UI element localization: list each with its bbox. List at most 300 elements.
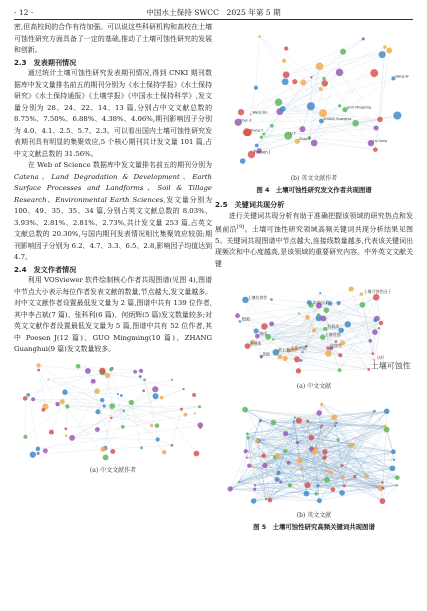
network-node [47, 378, 49, 380]
network-node [271, 420, 277, 426]
network-edge [51, 401, 62, 431]
network-label: 侵蚀性 [330, 343, 343, 349]
network-node [393, 111, 401, 119]
network-node [367, 368, 370, 371]
network-label: Chen X [240, 118, 252, 123]
network-node [171, 444, 174, 447]
network-node [316, 411, 321, 416]
network-node [379, 51, 386, 58]
network-node [249, 113, 251, 115]
network-node [239, 320, 242, 323]
network-node [373, 147, 378, 152]
network-label: ZHANG Guanghui [323, 117, 352, 122]
network-node [359, 302, 365, 308]
network-node [373, 294, 380, 301]
network-node [194, 450, 200, 456]
network-node [277, 471, 281, 475]
network-edge [48, 379, 131, 402]
network-node [261, 323, 268, 330]
network-node [23, 434, 27, 438]
network-label: 土壤可蚀性 [370, 361, 411, 371]
network-node [31, 397, 35, 401]
figure-4-title: 图 4 土壤可蚀性研究发文作者共现图谱 [256, 186, 372, 194]
network-node [199, 426, 202, 429]
network-edge [320, 293, 375, 320]
network-edge [286, 39, 363, 75]
network-node [316, 62, 324, 70]
paragraph-journals-wos [14, 160, 212, 264]
network-node [352, 120, 358, 126]
network-node [198, 405, 201, 408]
network-node [110, 416, 113, 419]
network-edge [256, 37, 260, 88]
figure-5a [215, 272, 413, 391]
network-label: 降雨 [259, 331, 268, 337]
network-edge [33, 399, 102, 400]
network-node [305, 315, 310, 320]
left-column [14, 22, 212, 475]
wos-journal-names: Catena、Land Degradation & Development、Earth Surface Processes and Landforms、Soil & Tillage Research、Environmental Earth Sciences [14, 172, 212, 204]
network-node [255, 439, 259, 443]
network-edge [254, 494, 307, 501]
network-node [319, 292, 321, 294]
network-node [152, 386, 158, 392]
citation-ref: [9] [237, 224, 245, 230]
network-edge [72, 437, 158, 439]
network-node [37, 368, 40, 371]
network-node [64, 427, 67, 430]
network-node [296, 418, 302, 424]
figure-5a-caption: (a) 中文文献 [296, 383, 332, 391]
network-edge [266, 500, 319, 501]
network-edge [238, 119, 380, 122]
network-node [69, 435, 75, 441]
network-label: 黄土高原 [277, 347, 294, 353]
network-node [326, 470, 329, 473]
network-node [251, 466, 253, 468]
network-node [121, 424, 125, 428]
network-edge [260, 37, 287, 75]
network-node [99, 367, 105, 373]
network-node [283, 356, 288, 361]
network-node [254, 86, 258, 90]
network-label: 土地利用 [290, 345, 307, 351]
network-node [379, 321, 383, 325]
network-node [338, 353, 342, 357]
network-node [338, 369, 342, 373]
network-node [244, 449, 248, 453]
network-node [377, 327, 380, 330]
network-node [348, 287, 353, 292]
network-node [277, 355, 282, 360]
keyword-network-english [215, 393, 413, 511]
network-node [320, 316, 326, 322]
network-node [228, 487, 233, 492]
network-node [372, 330, 378, 336]
network-node [331, 415, 337, 421]
network-node [320, 403, 323, 406]
network-node [322, 80, 328, 86]
network-node [374, 126, 379, 131]
network-node [304, 491, 310, 497]
network-node [275, 477, 280, 482]
network-node [370, 69, 378, 77]
network-edge [261, 137, 375, 149]
network-node [105, 372, 110, 377]
network-edge [261, 357, 339, 370]
network-node [312, 450, 317, 455]
network-node [262, 133, 265, 136]
network-node [171, 378, 173, 380]
network-label: 有机质 [327, 324, 340, 330]
network-node [100, 397, 104, 401]
keywords-body: 。土壤可蚀性研究领域高频关键词共现分析结果见图 5。关键词共现图谱中节点越大,连接线数量越多,代表该关键词出现频次和中心度越高,是该领域的重要研究内容。中外英文文献关键 [215, 225, 414, 268]
network-node [336, 69, 343, 76]
network-node [272, 339, 274, 341]
network-node [300, 80, 306, 86]
journal-title: 中国水土保持 SWCC 2025 年第 5 期 [146, 7, 281, 17]
network-node [117, 392, 119, 394]
network-node [260, 136, 263, 139]
paragraph-journals-cnki: 通过统计土壤可蚀性研究发表期刊情况,得到 CNKI 期刊数据库中发文量排名前五的期刊分别为《水土保持学报》《水土保持研究》《水土保持通报》《土壤学报》《中国水土保持科学》,发文量分别为 28、24、22、14、13 篇,分别占中文文献总数的 8.75%、7.50%、6.88%、4.38%、4.06%,期刊影响因子分别为 4.0、4.1、2.5、5.7、2.3。可以看出国内土壤可蚀性研究发表期刊具有明显的集聚效应,5 个核心期刊共计发文量 101 篇,占中文文献总数的 31.56%。 [14, 69, 212, 158]
network-node [306, 420, 309, 423]
network-node [325, 350, 332, 357]
network-node [384, 425, 387, 428]
network-node [345, 321, 351, 327]
network-node [91, 378, 96, 383]
network-node [26, 393, 30, 397]
network-node [316, 485, 319, 488]
network-node [269, 322, 274, 327]
network-node [288, 484, 292, 488]
network-node [238, 109, 244, 115]
network-node [296, 368, 301, 373]
network-node [395, 476, 400, 481]
network-edge [372, 47, 388, 150]
network-node [259, 419, 262, 422]
wos-intro: 在 Web of Science 数据库中发文量排名前五的期刊分别为 [27, 161, 212, 169]
network-node [183, 412, 187, 416]
network-node [153, 393, 159, 399]
section-heading-2-3: 2.3 发表期刊情况 [14, 57, 77, 67]
network-edge [309, 138, 371, 143]
keyword-network-chinese [215, 272, 413, 382]
network-node [238, 481, 240, 483]
network-label: 土壤可蚀性因子 [363, 289, 392, 295]
figure-5b [215, 393, 413, 520]
network-node [280, 106, 286, 112]
network-label: 团聚体 [249, 341, 262, 347]
network-node [275, 453, 280, 458]
network-node [393, 459, 395, 461]
network-node [283, 449, 287, 453]
paragraph-continued: 密,但高校间的合作有待加强。可以说这些科研机构和高校在土壤可蚀性研究方面具备了一定的基础,推动了土壤可蚀性研究的发展和创新。 [14, 23, 212, 54]
network-node [30, 451, 36, 457]
network-edge [298, 370, 368, 371]
network-node [319, 87, 323, 91]
network-node [265, 499, 267, 501]
network-edge [324, 39, 363, 79]
network-node [341, 464, 344, 467]
network-node [377, 117, 383, 123]
network-node [381, 487, 384, 490]
section-heading-2-5: 2.5 关键词共现分析 [215, 200, 285, 209]
network-node [373, 410, 376, 413]
network-node [296, 441, 299, 444]
network-edge [28, 394, 38, 448]
network-node [192, 393, 196, 397]
network-label: Poesen J [253, 149, 271, 155]
network-node [396, 484, 398, 486]
network-edge [78, 366, 184, 389]
right-column [215, 22, 413, 536]
network-node [322, 77, 326, 81]
network-node [140, 446, 143, 449]
network-node [282, 59, 286, 63]
network-node [320, 426, 322, 428]
network-node [122, 409, 125, 412]
network-node [139, 368, 143, 372]
network-node [319, 109, 327, 117]
network-edge [48, 370, 141, 379]
network-node [270, 298, 273, 301]
network-label: K值 [263, 351, 270, 357]
network-node [103, 404, 106, 407]
figure-5b-caption: (b) 英文文献 [296, 512, 332, 520]
network-node [305, 482, 311, 488]
network-label: Wang W [395, 74, 409, 79]
network-node [255, 144, 259, 148]
network-node [155, 423, 159, 427]
network-node [254, 484, 256, 486]
network-node [317, 314, 320, 317]
network-node [331, 488, 336, 493]
network-node [294, 357, 300, 363]
network-node [338, 104, 341, 107]
network-node [253, 488, 256, 491]
network-edge [38, 425, 200, 449]
network-edge [259, 102, 278, 150]
network-node [65, 404, 69, 408]
network-node [142, 389, 145, 392]
network-node [246, 436, 249, 439]
network-label: Liu Gang [372, 139, 388, 144]
figure-4a [14, 358, 212, 475]
network-node [139, 375, 142, 378]
network-node [41, 407, 45, 411]
network-edge [340, 298, 377, 371]
network-node [258, 35, 261, 38]
network-node [287, 461, 291, 465]
network-node [110, 449, 115, 454]
network-label: 土壤侵蚀 [324, 332, 341, 338]
network-node [324, 477, 330, 483]
network-label: Zhao Y [299, 137, 311, 142]
network-node [194, 412, 196, 414]
network-node [62, 389, 67, 394]
network-node [386, 48, 392, 54]
network-node [143, 378, 146, 381]
network-node [337, 301, 341, 305]
network-node [334, 425, 336, 427]
network-edge [247, 421, 260, 434]
network-node [362, 37, 365, 40]
network-node [235, 314, 240, 319]
network-node [297, 458, 303, 464]
network-node [353, 475, 356, 478]
network-node [343, 485, 346, 488]
network-node [60, 399, 65, 404]
network-node [300, 467, 303, 470]
network-node [36, 446, 41, 451]
network-node [324, 308, 330, 314]
network-node [261, 454, 265, 458]
keywords-intro: 进行关键词共现分析有助于准确把握该领域的研究热点和发展前沿 [215, 211, 413, 234]
network-node [240, 158, 246, 164]
network-node [317, 499, 322, 504]
network-node [251, 499, 256, 504]
network-node [254, 329, 259, 334]
network-label: Zhang Y [249, 128, 264, 133]
page-header [14, 5, 413, 19]
network-edge [66, 406, 67, 435]
network-node [368, 339, 372, 343]
network-node [95, 409, 100, 414]
network-node [383, 45, 386, 48]
network-edge [323, 298, 376, 319]
section-heading-2-4: 2.4 发文作者情况 [14, 264, 77, 274]
network-node [95, 427, 100, 432]
network-node [156, 437, 160, 441]
network-node [268, 498, 273, 503]
network-node [270, 124, 274, 128]
network-node [275, 99, 282, 106]
network-label: 分形 [376, 355, 385, 361]
network-node [85, 367, 91, 373]
network-node [180, 407, 183, 410]
header-rule [14, 19, 413, 20]
network-node [76, 363, 81, 368]
network-label: 影响因素 [312, 300, 329, 306]
network-node [162, 450, 166, 454]
network-node [103, 454, 109, 460]
network-edge [66, 406, 200, 428]
network-node [384, 409, 390, 415]
network-node [36, 363, 40, 367]
network-node [390, 466, 396, 472]
network-node [391, 450, 396, 455]
network-label: 植被 [241, 316, 250, 322]
network-edge [103, 445, 172, 449]
network-node [150, 423, 153, 426]
network-node [246, 457, 248, 459]
network-node [133, 369, 137, 373]
network-edge [271, 300, 309, 303]
network-node [311, 140, 318, 147]
network-node [284, 46, 288, 50]
network-edge [372, 50, 389, 149]
network-node [300, 126, 306, 132]
network-node [120, 394, 123, 397]
network-node [381, 481, 384, 484]
network-node [374, 319, 378, 323]
figure-4b [215, 24, 413, 183]
network-node [309, 435, 315, 441]
network-edge [158, 439, 172, 445]
network-node [55, 401, 59, 405]
figure-5-title: 图 5 土壤可蚀性研究高频关键词共现图谱 [253, 523, 375, 532]
network-edge [276, 353, 369, 370]
network-node [100, 446, 105, 451]
network-node [349, 443, 353, 447]
network-node [371, 353, 374, 356]
network-node [43, 448, 48, 453]
network-node [49, 429, 54, 434]
network-node [293, 421, 295, 423]
figure-4b-caption: (b) 英文文献作者 [290, 175, 338, 182]
network-node [307, 102, 315, 110]
network-label: Li Y [290, 131, 296, 136]
network-node [307, 300, 312, 305]
network-edge [72, 389, 155, 438]
network-node [37, 451, 40, 454]
network-node [312, 329, 316, 333]
network-node [298, 313, 300, 315]
network-edge [241, 47, 385, 112]
paragraph-authors: 利用 VOSviewer 软件绘制核心作者共现图谱(见图 4),图谱中节点大小表示每位作者发表文献的数量,节点越大,发文量越多。对中文文献作者设置最低发文量为 2 篇,图谱中共有 139 位作者,其中李占斌(7 篇)、张科利(6 篇)、何炳辉(5 篇)发文数量较多;对英文文献作者设置最低发文量为 5 篇,图谱中共有 52 位作者,其中 Poesen J(12 篇)、GUO Mingming(10 篇)、ZHANG Guanghui(9 篇)发文数量较多。 [14, 276, 212, 353]
network-node [65, 434, 68, 437]
network-node [337, 438, 340, 441]
network-edge [295, 350, 374, 360]
network-node [246, 433, 249, 436]
wos-stats: ,发文量分别为 100、49、35、35、34 篇,分别占英文文献总数的 8.03%、3.93%、2.81%、2.81%、2.73%,共计发文量 253 篇,占英文文献总数的 20.30%,与国内期刊发表情况相比集聚效应较弱;期刊影响因子分别为 6.2、4.7、3.3、6.5、2.8,影响因子均值达到 4.7。 [14, 195, 212, 261]
network-node [109, 403, 115, 409]
network-label: Wang Bin [252, 110, 268, 115]
network-edge [239, 458, 247, 483]
network-node [294, 417, 296, 419]
network-node [242, 407, 248, 413]
network-node [283, 71, 290, 78]
network-node [339, 490, 345, 496]
network-node [322, 449, 327, 454]
network-node [310, 76, 312, 78]
figure-4a-caption: (a) 中文文献作者 [89, 466, 137, 474]
network-node [183, 388, 185, 390]
network-edge [260, 37, 325, 84]
network-node [301, 351, 303, 353]
network-node [279, 481, 282, 484]
network-node [292, 79, 297, 84]
author-network-chinese [14, 358, 212, 466]
network-node [341, 475, 345, 479]
network-node [380, 499, 386, 505]
network-node [322, 456, 327, 461]
paragraph-keywords [215, 211, 413, 271]
network-label: GUO Mingming [347, 105, 372, 110]
network-node [23, 396, 28, 401]
network-node [340, 49, 346, 55]
network-edge [103, 406, 112, 449]
network-edge [72, 402, 131, 437]
network-node [314, 492, 317, 495]
network-node [364, 474, 369, 479]
network-edge [340, 72, 381, 119]
network-node [283, 431, 288, 436]
page-number: · 12 · [14, 7, 34, 17]
network-node [129, 399, 134, 404]
network-node [329, 471, 333, 475]
network-node [94, 388, 99, 393]
